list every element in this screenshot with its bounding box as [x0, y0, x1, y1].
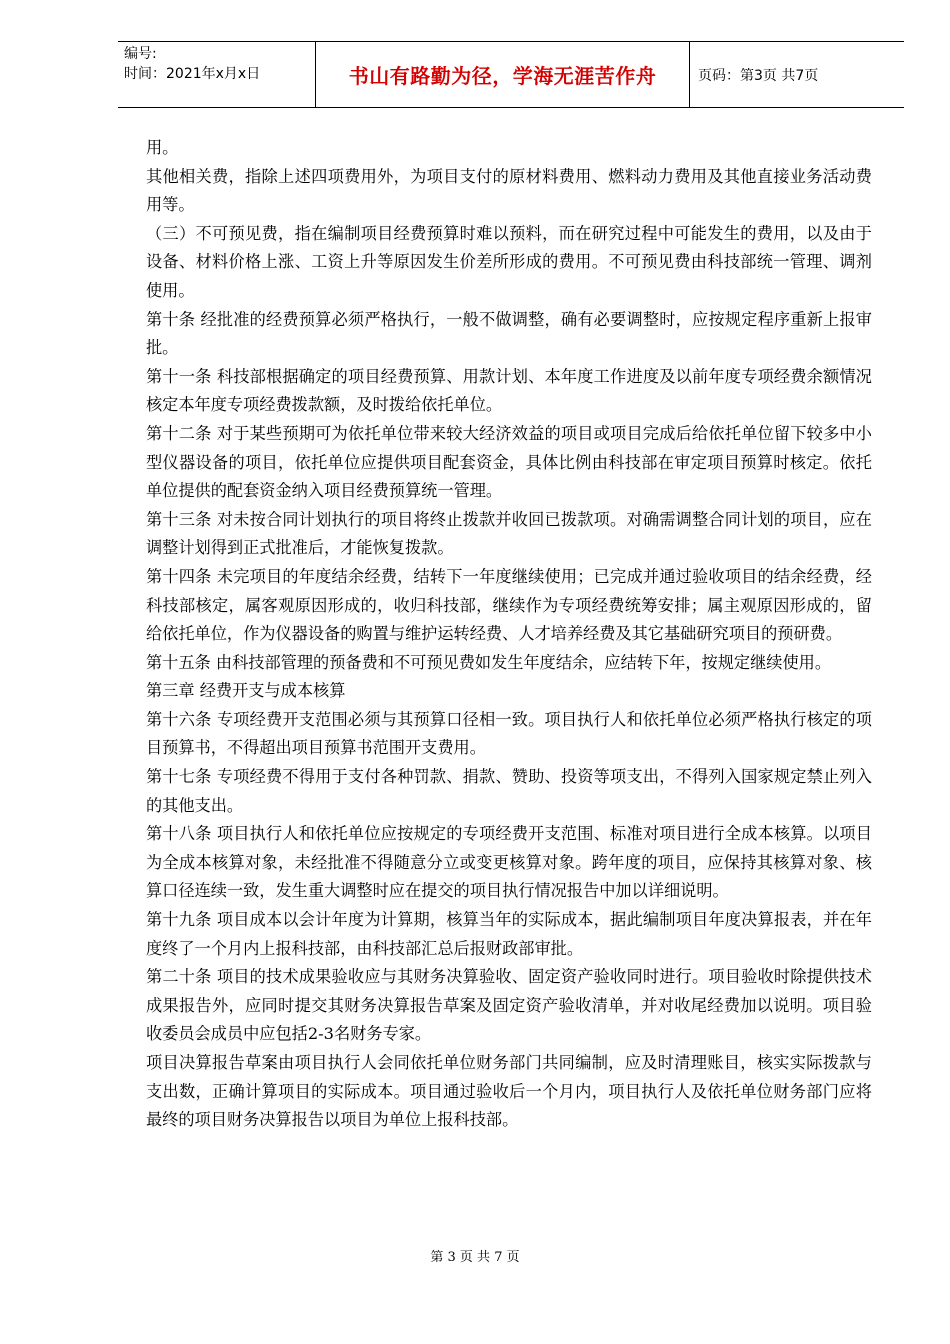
article-14: 第十四条 未完项目的年度结余经费，结转下一年度继续使用；已完成并通过验收项目的结余经费，经科技部核定，属客观原因形成的，收归科技部，继续作为专项经费统筹安排；属主观原因形成的，留给依托单位，作为仪器设备的购置与维护运转经费、人才培养经费及其它基础研究项目的预研费。 — [146, 566, 872, 644]
article-11: 第十一条 科技部根据确定的项目经费预算、用款计划、本年度工作进度及以前年度专项经费余额情况核定本年度专项经费拨款额，及时拨给依托单位。 — [146, 366, 872, 415]
paragraph: （三）不可预见费，指在编制项目经费预算时难以预料，而在研究过程中可能发生的费用，以及由于设备、材料价格上涨、工资上升等原因发生价差所形成的费用。不可预见费由科技部统一管理、调剂使用。 — [146, 223, 872, 300]
header-meta-cell — [118, 42, 316, 107]
header-motto-cell — [316, 42, 690, 107]
article-15: 第十五条 由科技部管理的预备费和不可预见费如发生年度结余，应结转下年，按规定继续使用。 — [146, 652, 832, 672]
page-header — [118, 41, 904, 108]
article-19: 第十九条 项目成本以会计年度为计算期，核算当年的实际成本，据此编制项目年度决算报表，并在年度终了一个月内上报科技部，由科技部汇总后报财政部审批。 — [146, 910, 872, 958]
page-footer — [0, 1246, 950, 1265]
paragraph: 用。 — [146, 138, 179, 157]
motto-text: 书山有路勤为径，学海无涯苦作舟 — [348, 64, 657, 88]
article-13: 第十三条 对未按合同计划执行的项目将终止拨款并收回已拨款项。对确需调整合同计划的项目，应在调整计划得到正式批准后，才能恢复拨款。 — [146, 509, 872, 558]
time-label: 时间：2021年x月x日 — [124, 66, 261, 82]
page-info: 页码：第3页 共7页 — [698, 67, 819, 84]
number-label: 编号: — [124, 46, 157, 62]
article-10: 第十条 经批准的经费预算必须严格执行，一般不做调整，确有必要调整时，应按规定程序重新上报审批。 — [146, 309, 872, 358]
document-body — [146, 134, 872, 1135]
article-17: 第十七条 专项经费不得用于支付各种罚款、捐款、赞助、投资等项支出，不得列入国家规定禁止列入的其他支出。 — [146, 767, 872, 815]
footer-page-number: 第 3 页 共 7 页 — [430, 1250, 520, 1265]
article-18: 第十八条 项目执行人和依托单位应按规定的专项经费开支范围、标准对项目进行全成本核算。以项目为全成本核算对象，未经批准不得随意分立或变更核算对象。跨年度的项目，应保持其核算对象、核算口径连续一致，发生重大调整时应在提交的项目执行情况报告中加以详细说明。 — [146, 824, 872, 901]
chapter-heading: 第三章 经费开支与成本核算 — [146, 681, 346, 701]
header-page-cell — [690, 42, 904, 107]
article-20: 第二十条 项目的技术成果验收应与其财务决算验收、固定资产验收同时进行。项目验收时除提供技术成果报告外，应同时提交其财务决算报告草案及固定资产验收清单，并对收尾经费加以说明。项目验收委员会成员中应包括2-3名财务专家。 — [146, 967, 872, 1044]
paragraph: 项目决算报告草案由项目执行人会同依托单位财务部门共同编制，应及时清理账目，核实实际拨款与支出数，正确计算项目的实际成本。项目通过验收后一个月内，项目执行人及依托单位财务部门应将最终的项目财务决算报告以项目为单位上报科技部。 — [146, 1053, 872, 1130]
paragraph: 其他相关费，指除上述四项费用外，为项目支付的原材料费用、燃料动力费用及其他直接业务活动费用等。 — [146, 166, 872, 215]
article-12: 第十二条 对于某些预期可为依托单位带来较大经济效益的项目或项目完成后给依托单位留下较多中小型仪器设备的项目，依托单位应提供项目配套资金，具体比例由科技部在审定项目预算时核定。依托单位提供的配套资金纳入项目经费预算统一管理。 — [146, 423, 872, 501]
article-16: 第十六条 专项经费开支范围必须与其预算口径相一致。项目执行人和依托单位必须严格执行核定的项目预算书，不得超出项目预算书范围开支费用。 — [146, 709, 872, 758]
